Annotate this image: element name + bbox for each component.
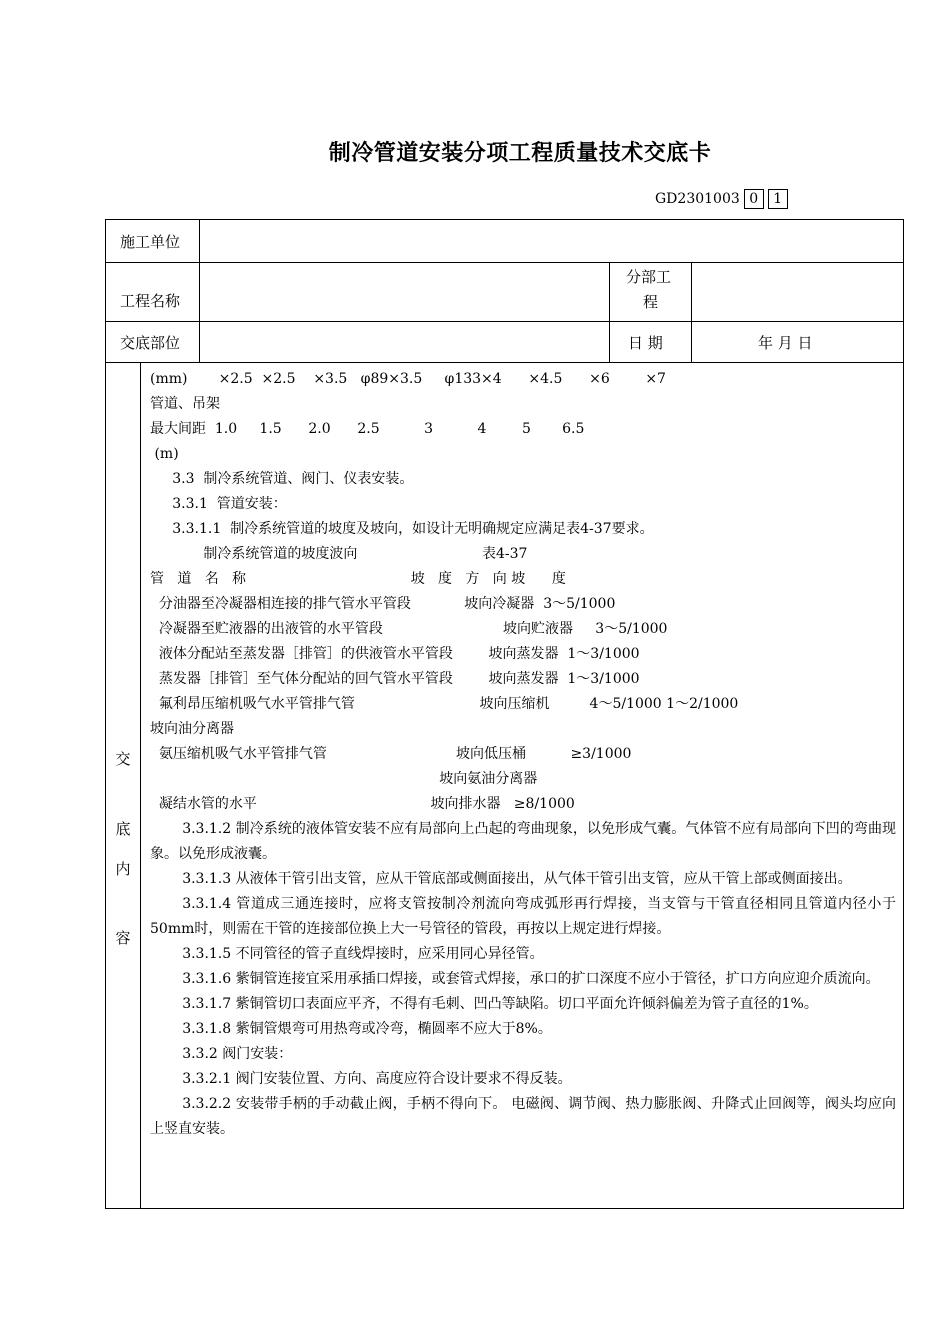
- row-divider: [106, 262, 903, 263]
- content-line: (m): [150, 446, 179, 462]
- project-label: 工程名称: [120, 292, 181, 310]
- content-paragraph: 3.3.1.5 不同管径的管子直线焊接时，应采用同心异径管。: [182, 946, 544, 962]
- content-paragraph: 3.3.1.6 紫铜管连接宜采用承插口焊接，或套管式焊接，承口的扩口深度不应小于管径，扩口方向应迎介质流向。: [182, 971, 880, 987]
- col-divider: [199, 220, 200, 363]
- side-label-char: 容: [115, 929, 131, 947]
- col-divider: [691, 262, 692, 363]
- doc-code: [655, 188, 788, 210]
- row-divider: [106, 362, 903, 363]
- table-row: 冷凝器至贮液器的出液管的水平管段 坡向贮液器 3～5/1000: [150, 621, 668, 637]
- side-label-char: 内: [115, 860, 131, 878]
- content-paragraph: 3.3.1.2 制冷系统的液体管安装不应有局部向上凸起的弯曲现象，以免形成气囊。气体管不应有局部向下凹的弯曲现象。以免形成液囊。: [150, 821, 896, 862]
- content-line: (mm) ×2.5 ×2.5 ×3.5 φ89×3.5 φ133×4 ×4.5 ×6 ×7: [150, 371, 666, 387]
- content-paragraph: 3.3.1.7 紫铜管切口表面应平齐，不得有毛刺、凹凸等缺陷。切口平面允许倾斜偏差为管子直径的1%。: [182, 996, 818, 1012]
- table-row: 液体分配站至蒸发器［排管］的供液管水平管段 坡向蒸发器 1～3/1000: [150, 646, 640, 662]
- table-header: 管 道 名 称 坡 度 方 向 坡 度: [150, 571, 566, 587]
- disclosure-content: [150, 367, 896, 1142]
- table-row: 蒸发器［排管］至气体分配站的回气管水平管段 坡向蒸发器 1～3/1000: [150, 671, 640, 687]
- col-divider: [609, 262, 610, 363]
- table-row: 分油器至冷凝器相连接的排气管水平管段 坡向冷凝器 3～5/1000: [150, 596, 616, 612]
- sub-project-label-2: 程: [643, 293, 659, 311]
- page-title: 制冷管道安装分项工程质量技术交底卡: [328, 141, 712, 166]
- table-row: 坡向氨油分离器: [150, 771, 538, 787]
- content-line: 最大间距 1.0 1.5 2.0 2.5 3 4 5 6.5: [150, 421, 585, 437]
- side-label-char: 底: [115, 820, 131, 838]
- unit-label: 施工单位: [120, 233, 181, 251]
- table-caption: 制冷系统管道的坡度波向 表4-37: [150, 546, 528, 562]
- table-row: 氟利昂压缩机吸气水平管排气管 坡向压缩机 4～5/1000 1～2/1000: [150, 696, 739, 712]
- side-label-char: 交: [115, 750, 131, 768]
- col-divider: [140, 362, 141, 1208]
- content-paragraph: 3.3.1.8 紫铜管煨弯可用热弯或冷弯，椭圆率不应大于8%。: [182, 1021, 552, 1037]
- doc-code-box-1: 0: [744, 189, 764, 209]
- doc-code-box-2: 1: [768, 189, 788, 209]
- sub-project-label-1: 分部工: [626, 268, 672, 286]
- content-paragraph: 3.3.2.2 安装带手柄的手动截止阀，手柄不得向下。 电磁阀、调节阀、热力膨胀阀、升降式止回阀等，阀头均应向上竖直安装。: [150, 1096, 896, 1137]
- date-label: 日 期: [628, 334, 663, 352]
- table-row: 氨压缩机吸气水平管排气管 坡向低压桶 ≥3/1000: [150, 746, 632, 762]
- content-line: 3.3.1.1 制冷系统管道的坡度及坡向，如设计无明确规定应满足表4-37要求。: [150, 521, 654, 537]
- date-value: 年 月 日: [758, 334, 813, 352]
- content-line: 管道、吊架: [150, 396, 220, 412]
- content-paragraph: 3.3.2.1 阀门安装位置、方向、高度应符合设计要求不得反装。: [182, 1071, 572, 1087]
- content-line: 3.3 制冷系统管道、阀门、仪表安装。: [150, 471, 414, 487]
- table-row: 凝结水管的水平 坡向排水器 ≥8/1000: [150, 796, 575, 812]
- row-divider: [106, 321, 903, 322]
- content-paragraph: 3.3.2 阀门安装：: [182, 1046, 293, 1062]
- table-row: 坡向油分离器: [150, 721, 234, 737]
- content-paragraph: 3.3.1.3 从液体干管引出支管，应从干管底部或侧面接出，从气体干管引出支管，应从干管上部或侧面接出。: [182, 871, 852, 887]
- content-paragraph: 3.3.1.4 管道成三通连接时，应将支管按制冷剂流向弯成弧形再行焊接，当支管与干管直径相同且管道内径小于50mm时，则需在干管的连接部位换上大一号管径的管段，再按以上规定进行焊接。: [150, 896, 896, 937]
- content-line: 3.3.1 管道安装：: [150, 496, 287, 512]
- doc-code-prefix: GD2301003: [655, 191, 740, 207]
- location-label: 交底部位: [120, 334, 181, 352]
